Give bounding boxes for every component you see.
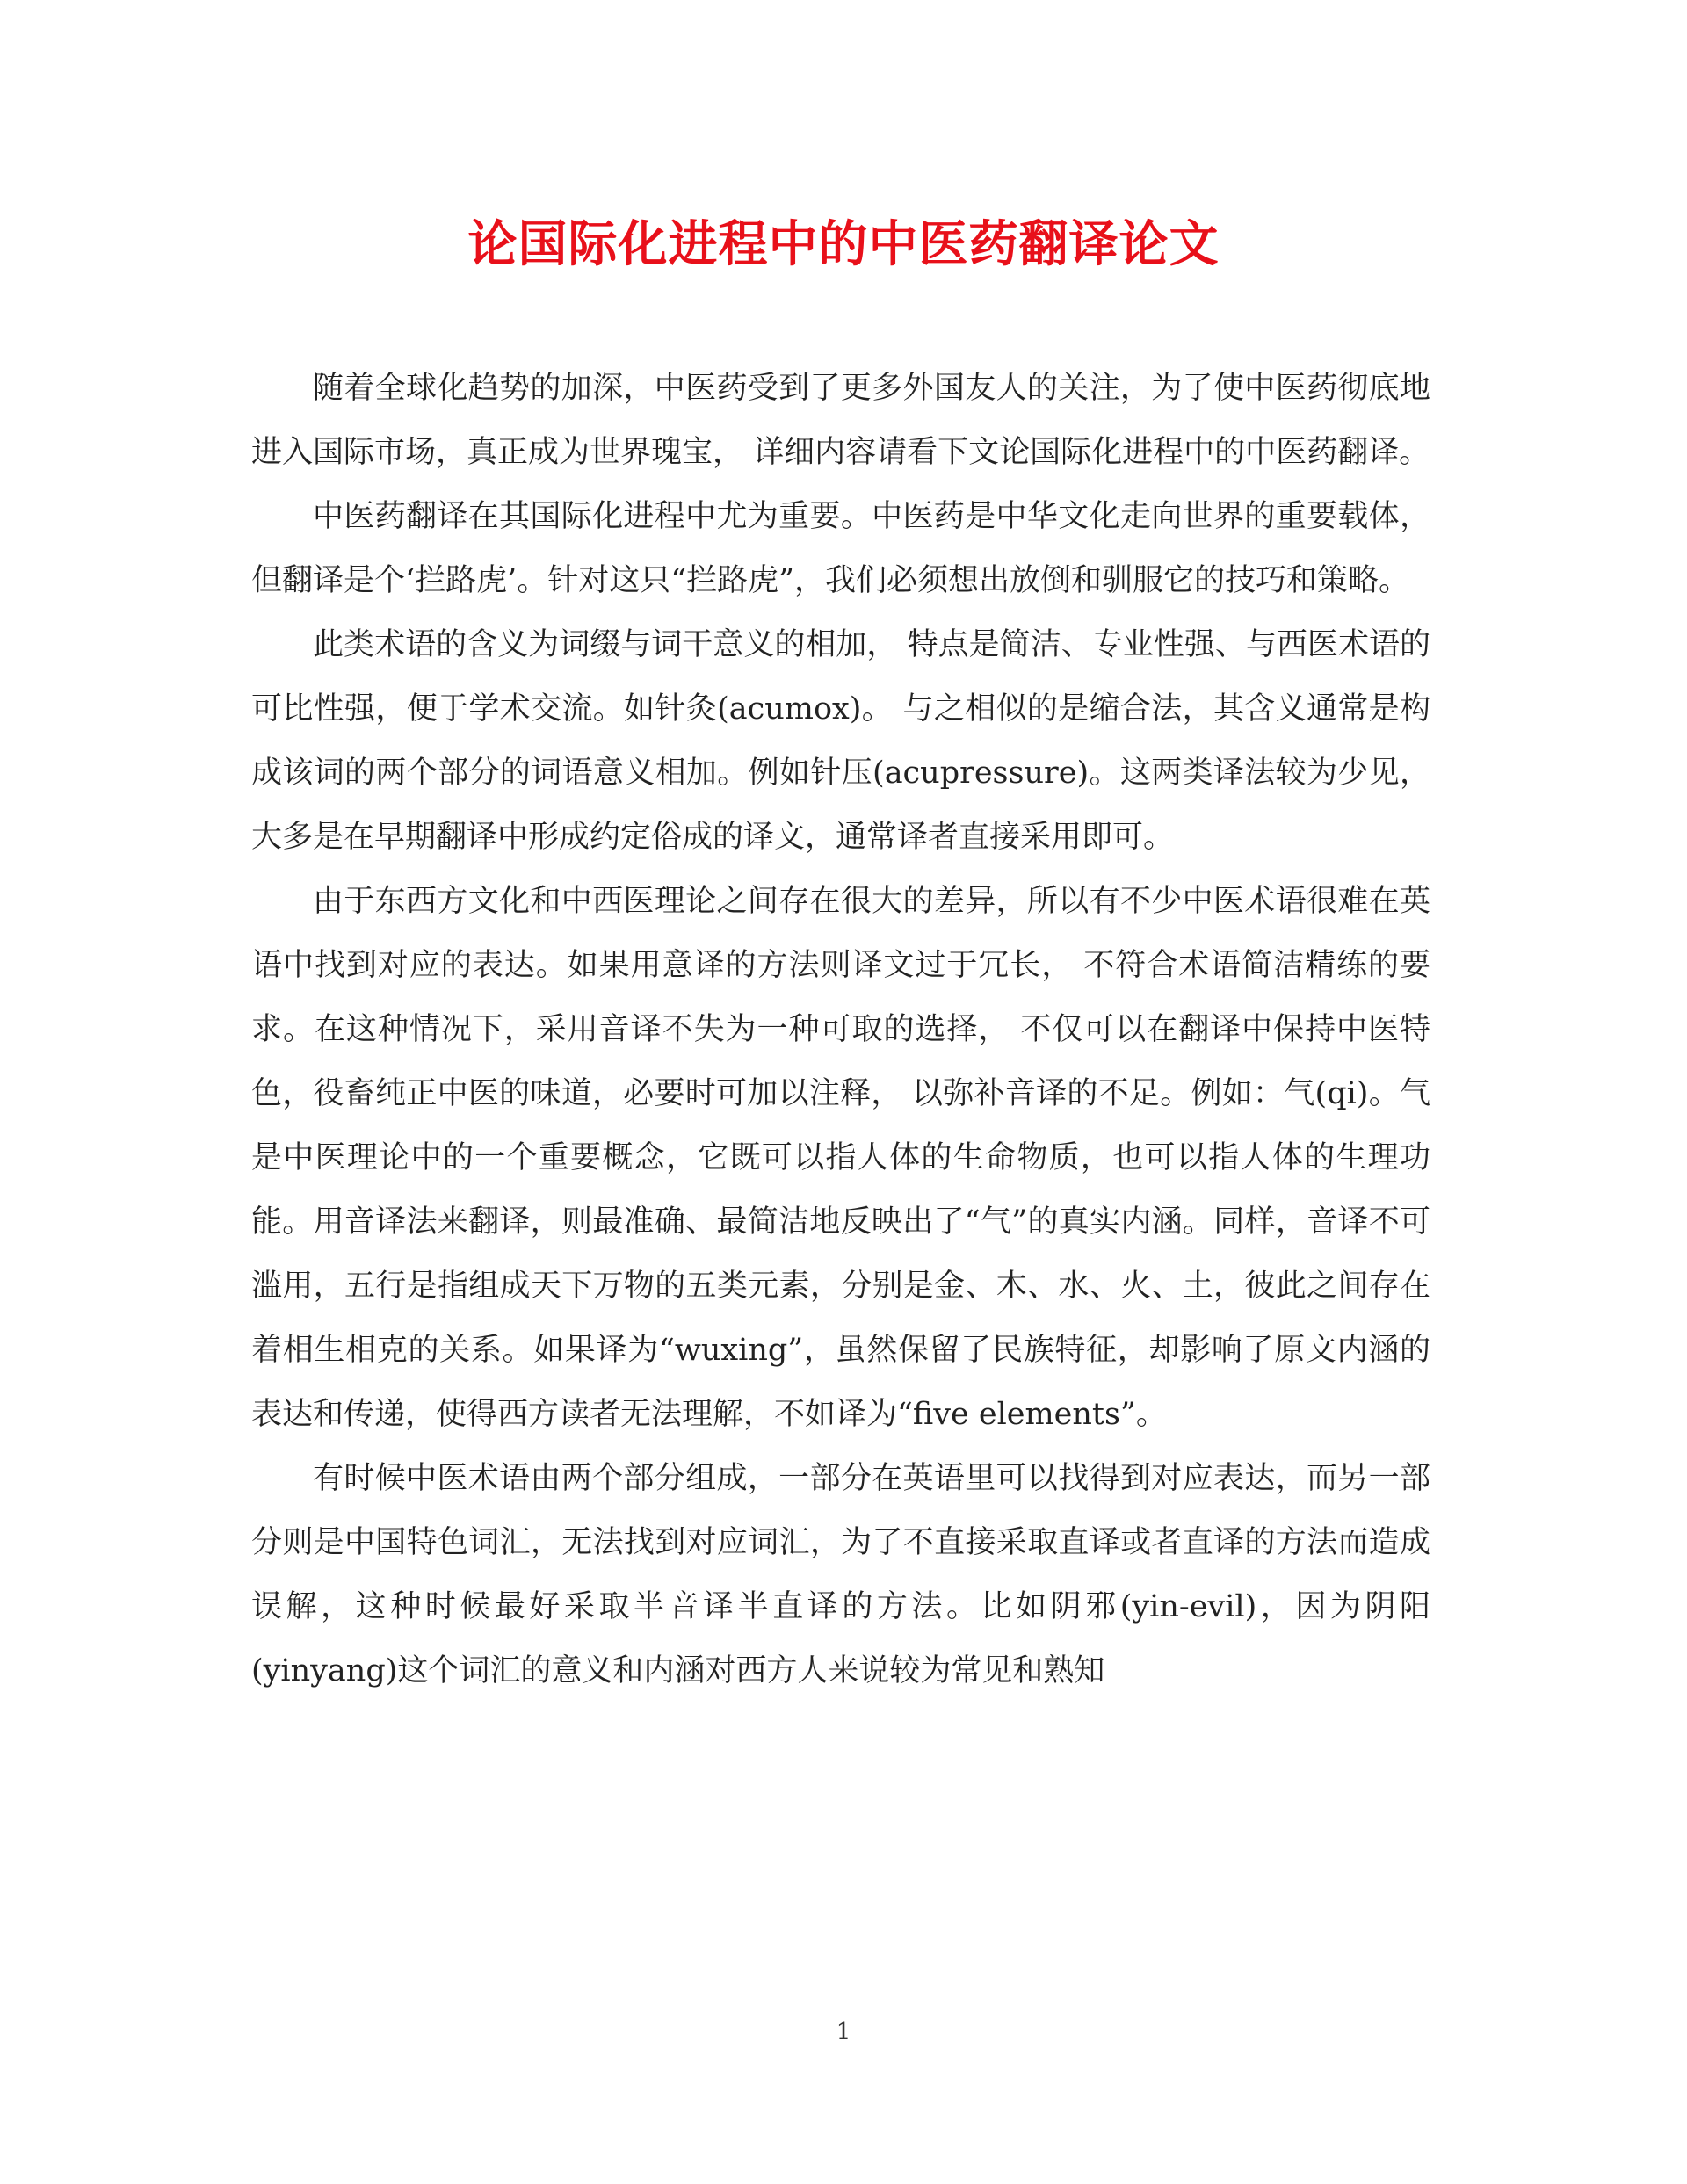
paragraph-4: 由于东西方文化和中西医理论之间存在很大的差异，所以有不少中医术语很难在英语中找到对应的表达。如果用意译的方法则译文过于冗长， 不符合术语简洁精练的要求。在这种情况下，采用音译不失为一种可取的选择， 不仅可以在翻译中保持中医特色，役畜纯正中医的味道，必要时可加以注释， 以弥补音译的不足。例如：气(qi)。气是中医理论中的一个重要概念，它既可以指人体的生命物质，也可以指人体的生理功能。用音译法来翻译，则最准确、最简洁地反映出了“气”的真实内涵。同样，音译不可滥用，五行是指组成天下万物的五类元素，分别是金、木、水、火、土，彼此之间存在着相生相克的关系。如果译为“wuxing”，虽然保留了民族特征，却影响了原文内涵的表达和传递，使得西方读者无法理解，不如译为“five elements”。 xyxy=(251,884,1430,1432)
document-body xyxy=(251,357,1430,1703)
paragraph-2: 中医药翻译在其国际化进程中尤为重要。中医药是中华文化走向世界的重要载体，但翻译是个‘拦路虎’。针对这只“拦路虎”，我们必须想出放倒和驯服它的技巧和策略。 xyxy=(251,499,1430,598)
page-number: 1 xyxy=(836,2019,851,2045)
paragraph-5: 有时候中医术语由两个部分组成，一部分在英语里可以找得到对应表达，而另一部分则是中国特色词汇，无法找到对应词汇，为了不直接采取直译或者直译的方法而造成误解，这种时候最好采取半音译半直译的方法。比如阴邪(yin-evil)，因为阴阳(yinyang)这个词汇的意义和内涵对西方人来说较为常见和熟知 xyxy=(251,1461,1430,1689)
document-title: 论国际化进程中的中医药翻译论文 xyxy=(467,215,1220,273)
paragraph-3: 此类术语的含义为词缀与词干意义的相加， 特点是简洁、专业性强、与西医术语的可比性强，便于学术交流。如针灸(acumox)。 与之相似的是缩合法，其含义通常是构成该词的两个部分的词语意义相加。例如针压(acupressure)。这两类译法较为少见，大多是在早期翻译中形成约定俗成的译文，通常译者直接采用即可。 xyxy=(251,627,1430,855)
paragraph-1: 随着全球化趋势的加深，中医药受到了更多外国友人的关注，为了使中医药彻底地进入国际市场，真正成为世界瑰宝， 详细内容请看下文论国际化进程中的中医药翻译。 xyxy=(251,371,1430,470)
